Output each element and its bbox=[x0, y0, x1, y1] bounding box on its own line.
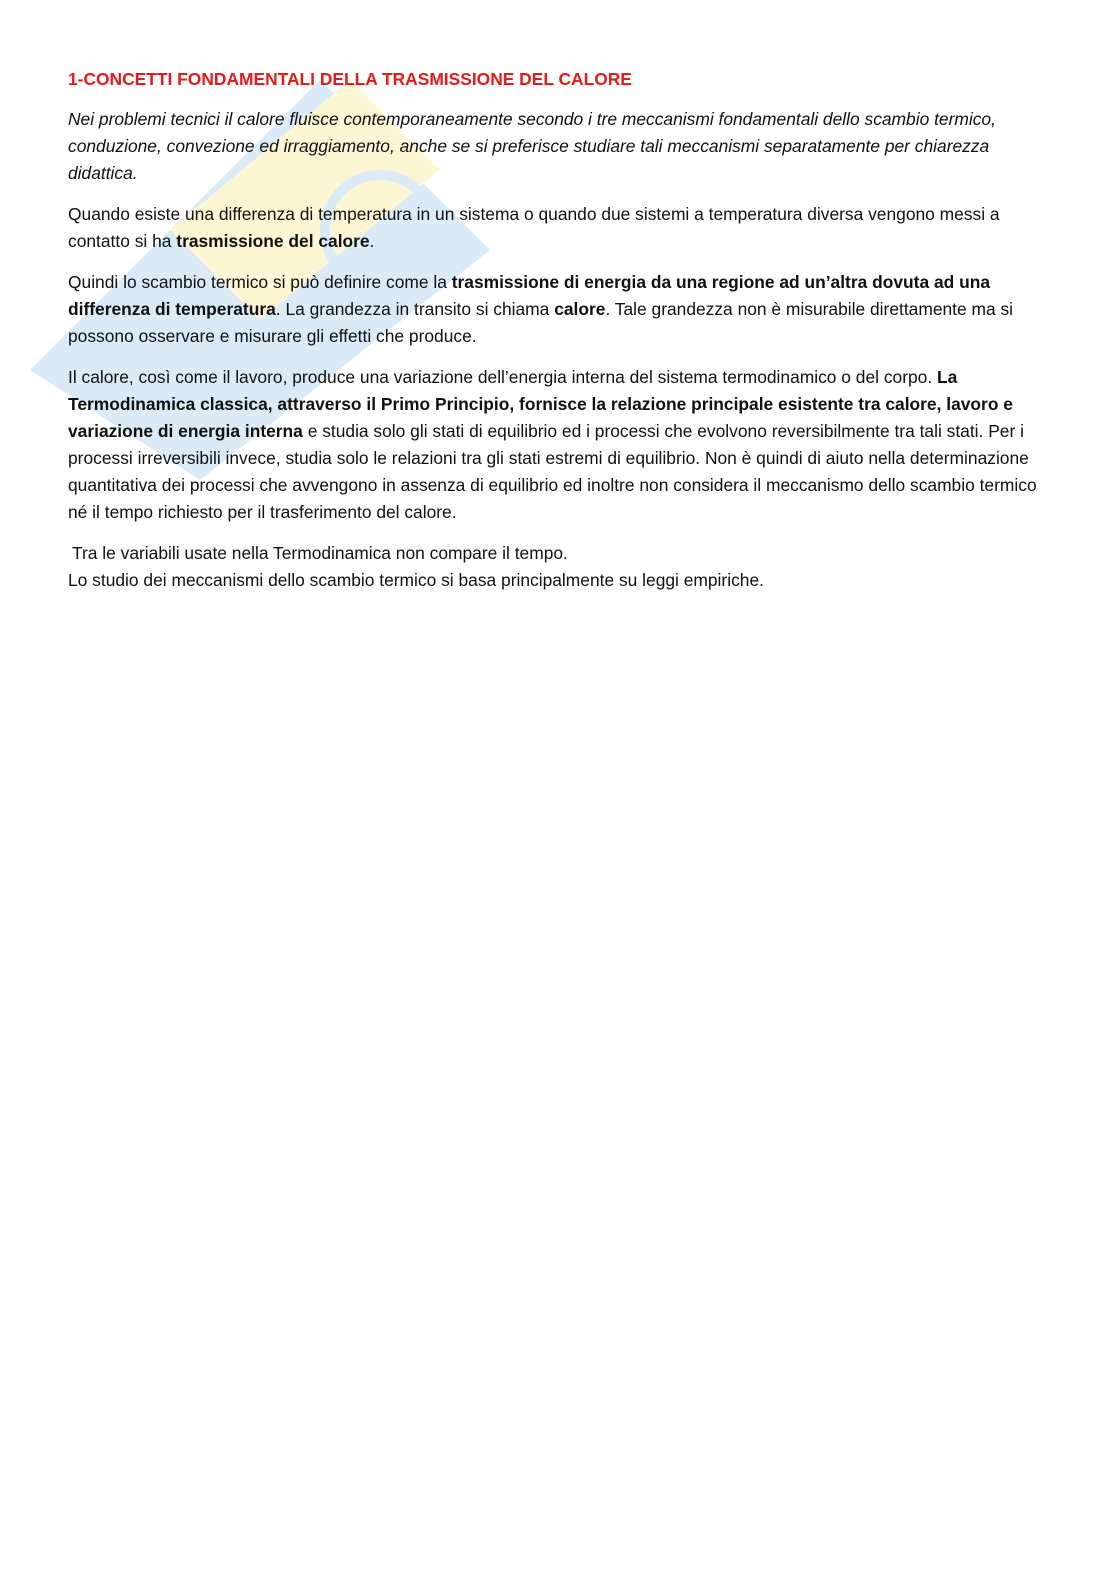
paragraph-2 bbox=[68, 269, 1050, 350]
paragraph-4 bbox=[68, 540, 1050, 594]
intro-paragraph: Nei problemi tecnici il calore fluisce contemporaneamente secondo i tre meccanismi fondamentali dello scambio termico, conduzione, convezione ed irraggiamento, anche se si preferisce studiare tali meccanismi separatamente per chiarezza didattica. bbox=[68, 109, 996, 183]
section-title: 1-CONCETTI FONDAMENTALI DELLA TRASMISSIONE DEL CALORE bbox=[68, 69, 632, 89]
paragraph-4-line-2: Lo studio dei meccanismi dello scambio termico si basa principalmente su leggi empiriche. bbox=[68, 570, 764, 590]
paragraph-1 bbox=[68, 201, 1050, 255]
paragraph-1-text-2: . bbox=[369, 231, 375, 251]
paragraph-3 bbox=[68, 364, 1050, 526]
paragraph-1-bold-1: trasmissione del calore bbox=[176, 231, 370, 251]
paragraph-2-text-3: . Tale grandezza non è misurabile direttamente ma si possono osservare e misurare gli effetti che produce. bbox=[68, 299, 1014, 346]
paragraph-3-text-1: Il calore, così come il lavoro, produce una variazione dell’energia interna del sistema termodinamico o del corpo. bbox=[68, 367, 938, 387]
paragraph-1-text-1: Quando esiste una differenza di temperatura in un sistema o quando due sistemi a temperatura diversa vengono messi a contatto si ha bbox=[68, 204, 1000, 251]
paragraph-4-line-1: Tra le variabili usate nella Termodinamica non compare il tempo. bbox=[72, 543, 568, 563]
paragraph-2-bold-1: trasmissione di energia da una regione ad un’altra dovuta ad una differenza di temperatura bbox=[68, 272, 991, 319]
paragraph-3-text-2: e studia solo gli stati di equilibrio ed i processi che evolvono reversibilmente tra tali stati. Per i processi irreversibili invece, studia solo le relazioni tra gli stati estremi di equilibrio. Non è quindi di aiuto nella determinazione quantitativa dei processi che avvengono in assenza di equilibrio ed inoltre non considera il meccanismo dello scambio termico né il tempo richiesto per il trasferimento del calore. bbox=[68, 421, 1037, 522]
paragraph-2-bold-2: calore bbox=[554, 299, 606, 319]
paragraph-2-text-1: Quindi lo scambio termico si può definire come la bbox=[68, 272, 452, 292]
paragraph-3-bold-1: La Termodinamica classica, attraverso il Primo Principio, fornisce la relazione principale esistente tra calore, lavoro e variazione di energia interna bbox=[68, 367, 1013, 441]
paragraph-2-text-2: . La grandezza in transito si chiama bbox=[275, 299, 555, 319]
document-body bbox=[68, 66, 1050, 594]
